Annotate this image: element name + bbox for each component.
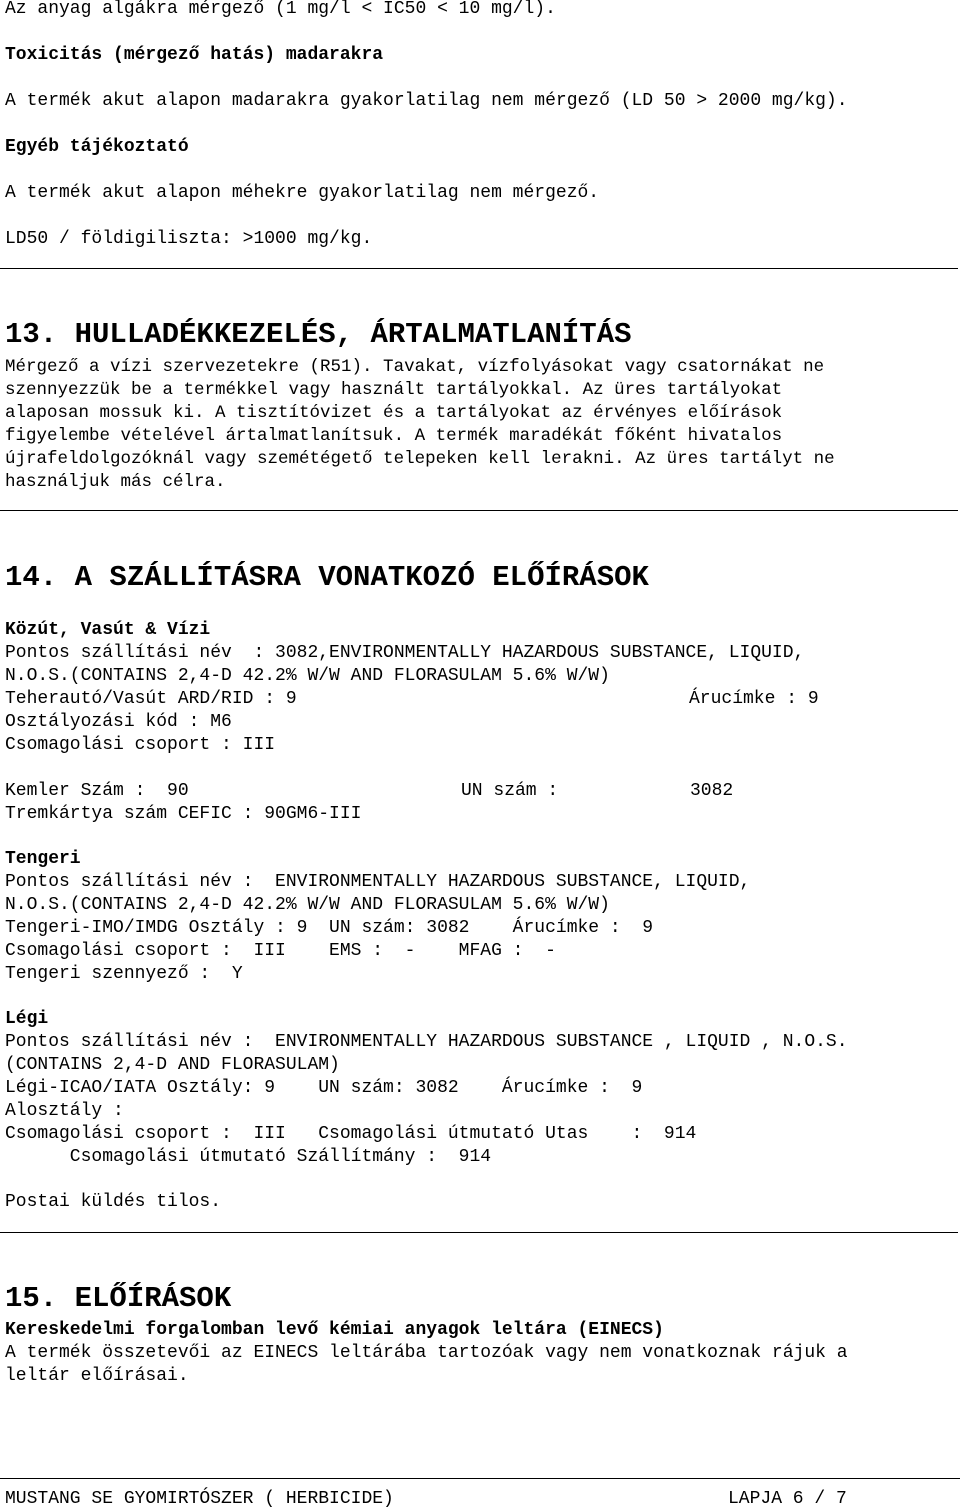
text-line: (CONTAINS 2,4-D AND FLORASULAM): [5, 1055, 340, 1075]
subheading-air: Légi: [5, 1009, 49, 1029]
section-13-body: [5, 356, 960, 494]
section-15-heading: 15. ELŐÍRÁSOK: [5, 1282, 232, 1315]
text-line: Tengeri szennyező : Y: [5, 964, 243, 984]
text-line: Az anyag algákra mérgező (1 mg/l < IC50 < 10 mg/l).: [5, 0, 556, 19]
text-line: Tengeri-IMO/IMDG Osztály : 9 UN szám: 3082 Árucímke : 9: [5, 918, 654, 938]
text-line: szennyezzük be a termékkel vagy használt tartályokkal. Az üres tartályokat: [5, 380, 783, 400]
text-line: Pontos szállítási név : ENVIRONMENTALLY HAZARDOUS SUBSTANCE , LIQUID , N.O.S.: [5, 1032, 848, 1052]
text-line: Csomagolási csoport : III: [5, 735, 276, 755]
text-line: leltár előírásai.: [5, 1366, 189, 1386]
divider: [0, 510, 958, 511]
text-line: 3082: [690, 781, 734, 801]
divider: [0, 268, 958, 269]
text-line: Tremkártya szám CEFIC : 90GM6-III: [5, 804, 362, 824]
text-line: Kemler Szám : 90: [5, 781, 189, 801]
footer-product-name: MUSTANG SE GYOMIRTÓSZER ( HERBICIDE): [5, 1489, 394, 1509]
text-line: használjuk más célra.: [5, 472, 226, 492]
text-line: Mérgező a vízi szervezetekre (R51). Tavakat, vízfolyásokat vagy csatornákat ne: [5, 357, 825, 377]
section-13-heading: 13. HULLADÉKKEZELÉS, ÁRTALMATLANÍTÁS: [5, 318, 632, 351]
text-line: A termék akut alapon méhekre gyakorlatilag nem mérgező.: [5, 183, 600, 203]
subheading-other-info: Egyéb tájékoztató: [5, 137, 189, 157]
subheading-sea: Tengeri: [5, 849, 81, 869]
footer-page-number: LAPJA 6 / 7: [728, 1489, 847, 1509]
text-line: Pontos szállítási név : 3082,ENVIRONMENTALLY HAZARDOUS SUBSTANCE, LIQUID,: [5, 643, 805, 663]
footer-divider: [0, 1478, 960, 1479]
text-line: Csomagolási útmutató Szállítmány : 914: [5, 1147, 492, 1167]
text-line: Légi-ICAO/IATA Osztály: 9 UN szám: 3082 Árucímke : 9: [5, 1078, 643, 1098]
text-line: UN szám :: [461, 781, 559, 801]
subheading-road: Közút, Vasút & Vízi: [5, 620, 211, 640]
text-line: N.O.S.(CONTAINS 2,4-D 42.2% W/W AND FLORASULAM 5.6% W/W): [5, 666, 610, 686]
text-line: Csomagolási csoport : III Csomagolási útmutató Utas : 914: [5, 1124, 697, 1144]
text-line: Pontos szállítási név : ENVIRONMENTALLY HAZARDOUS SUBSTANCE, LIQUID,: [5, 872, 751, 892]
text-line: Csomagolási csoport : III EMS : - MFAG : -: [5, 941, 556, 961]
text-line: A termék összetevői az EINECS leltárába tartozóak vagy nem vonatkoznak rájuk a: [5, 1343, 848, 1363]
subheading-birds-toxicity: Toxicitás (mérgező hatás) madarakra: [5, 45, 384, 65]
subheading-einecs: Kereskedelmi forgalomban levő kémiai anyagok leltára (EINECS): [5, 1320, 664, 1340]
text-line: figyelembe vételével ártalmatlanítsuk. A termék maradékát főként hivatalos: [5, 426, 783, 446]
text-line: N.O.S.(CONTAINS 2,4-D 42.2% W/W AND FLORASULAM 5.6% W/W): [5, 895, 610, 915]
text-line: Teherautó/Vasút ARD/RID : 9: [5, 689, 297, 709]
text-line: alaposan mossuk ki. A tisztítóvizet és a tartályokat az érvényes előírások: [5, 403, 783, 423]
divider: [0, 1232, 958, 1233]
text-line: Osztályozási kód : M6: [5, 712, 232, 732]
text-line: Postai küldés tilos.: [5, 1192, 222, 1212]
section-14-heading: 14. A SZÁLLÍTÁSRA VONATKOZÓ ELŐÍRÁSOK: [5, 561, 649, 594]
text-line: újrafeldolgozóknál vagy szemétégető telepeken kell lerakni. Az üres tartályt ne: [5, 449, 835, 469]
text-line: Árucímke : 9: [689, 689, 819, 709]
text-line: LD50 / földigiliszta: >1000 mg/kg.: [5, 229, 373, 249]
text-line: Alosztály :: [5, 1101, 124, 1121]
text-line: A termék akut alapon madarakra gyakorlatilag nem mérgező (LD 50 > 2000 mg/kg).: [5, 91, 848, 111]
